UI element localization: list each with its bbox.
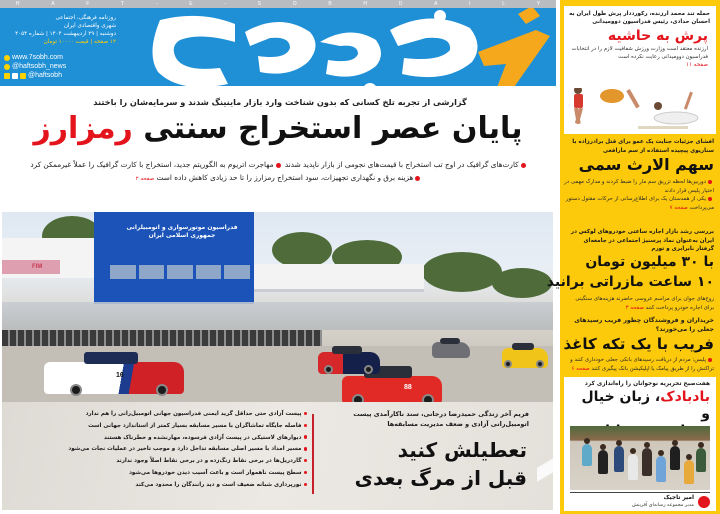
race-car-white (44, 362, 184, 394)
bullet-dot (304, 471, 308, 475)
strip-letter: O (292, 1, 297, 7)
author-name: امیر تاجیک (663, 495, 694, 501)
author-byline (570, 492, 710, 510)
paper-description: روزنامه فرهنگی، اجتماعی (55, 15, 116, 21)
racing-bullet: فاصله جایگاه تماشاگران با مسیر مسابقه بسیار کمتر از استاندارد جهانی است (88, 422, 302, 429)
bullet-dot (276, 163, 281, 168)
grandstand-right (254, 264, 424, 292)
sidebar-column (546, 0, 720, 514)
luxury-summary-text: زوج‌های جوان برای مراسم عروسی حاضرند هزینه‌های سنگینی برای اجاره خودرو پرداخت کنند (575, 296, 714, 311)
strip-letter: - (155, 1, 158, 7)
crime-kicker: افشای جزئیات جنایت یک عمو برای قتل برادرزاده با سناریوی پیچیده استفاده از سم مارافعی (572, 139, 714, 154)
lead-bullet: هزینه برق و نگهداری تجهیزات، سود استخراج رمزارز را تا حد زیادی کاهش داده است (156, 173, 414, 182)
racing-title-line: قبل از مرگ بعدی (354, 466, 527, 490)
tree (272, 232, 332, 268)
bullet-dot (304, 447, 308, 451)
masthead-social (4, 53, 66, 80)
haftsobh-logo (140, 8, 556, 86)
race-car-red (342, 376, 442, 402)
strip-letter: S (257, 1, 262, 7)
social-handle[interactable]: @haftsobh (28, 72, 62, 79)
author-role: مدیر مجموعه رسانه‌ای آفرینش (632, 503, 694, 508)
tower-sign-line: فدراسیون موتورسواری و اتومبیلرانی (126, 224, 238, 231)
page-reference[interactable]: صفحه ۲ (135, 176, 155, 182)
fraud-title[interactable]: فریب با یک تکه کاغذ (563, 335, 714, 353)
strip-letter: D (398, 1, 403, 7)
sports-kicker: حمله تند محمد ارزنده، رکورددار پرش طول ایران به احسان حدادی، رئیس فدراسیون دوومیدانی (569, 11, 710, 25)
page-reference[interactable]: صفحه ۳ (625, 304, 644, 311)
bullet-dot (304, 459, 308, 463)
luxury-title-line: ۱۰ ساعت مازراتی برانید (546, 274, 714, 290)
lead-bullet: مهاجرت اتریوم به الگوریتم جدید، استخراج با کارت گرافیک را عملاً غیرممکن کرد (30, 160, 274, 169)
telegram-icon (4, 64, 10, 70)
race-car-grey (432, 342, 470, 358)
track-stripe (537, 432, 553, 510)
tower-signage (122, 224, 242, 240)
lead-story-bullets (4, 158, 554, 186)
fraud-kicker: خریداران و فروشندگان چطور فریب رسیدهای جعلی را می‌خورند؟ (574, 317, 714, 333)
crime-bullet: یکی از همدستان یک برای اطلاع‌رسانی از حرکات مقتول دستور می‌پرداخت (565, 196, 714, 211)
page-reference[interactable]: صفحه ۶ (571, 365, 590, 372)
strip-letter: A (51, 1, 55, 7)
telegram-handle[interactable]: @haftsobh_news (12, 63, 67, 70)
youtube-icon (4, 73, 10, 79)
athletes-photo (564, 88, 716, 134)
racing-bullet: گاردریل‌ها در برخی نقاط زنگ‌زده و در برخی نقاط اصلاً وجود ندارند (116, 458, 302, 465)
car-number: 88 (404, 384, 412, 391)
luxury-cars-title[interactable] (546, 252, 714, 292)
bullet-dot (304, 435, 308, 439)
headline-highlight: رمزارز (33, 111, 133, 146)
paper-description-2: شهری واقتصادی ایران (63, 23, 116, 29)
lead-bullet-row-2 (4, 171, 554, 186)
racing-story (2, 402, 553, 510)
teens-kicker: هفت‌صبح تحریریه نوجوانان را راه‌اندازی کرد (584, 381, 710, 387)
tyre-wall (2, 330, 322, 346)
tower-windows (110, 265, 250, 279)
crime-bullets (564, 178, 714, 212)
tree (422, 252, 502, 292)
bullet-dot (304, 412, 308, 416)
racing-bullet: پیست آزادی حتی حداقل گرید ایمنی فدراسیون جهانی اتومبیل‌رانی را هم ندارد (85, 411, 302, 417)
strip-letter: - (224, 1, 226, 7)
author-logo-icon (698, 496, 710, 508)
bullet-dot (304, 424, 308, 428)
issue-date-number: دوشنبه | ۲۹ اردیبهشت ۱۴۰۴ | شماره ۴۰۵۴ (15, 31, 116, 37)
racing-story-bullets (62, 409, 308, 492)
lead-bullet: کارت‌های گرافیک در اوج تب استخراج با قیمت‌های نجومی از بازار ناپدید شدند (284, 160, 519, 169)
racing-bullet: مسیر امداد با مسیر اصلی مسابقه تداخل دارد و موجب تاخیر در عملیات نجات می‌شود (68, 446, 302, 453)
x-icon (12, 73, 18, 79)
teens-title-highlight: بادبادک (660, 389, 710, 405)
strip-letter: I (469, 1, 471, 7)
car-number: 16 (116, 372, 124, 379)
sports-story[interactable] (564, 6, 716, 134)
masthead-letter-strip (0, 0, 556, 8)
bullet-dot (415, 176, 420, 181)
bullet-dot (304, 483, 308, 487)
strip-letter: F (86, 1, 90, 7)
strip-letter: Y (536, 1, 541, 7)
crime-bullet: دوربین‌ها لحظه تزریق سم مار را ضبط کردند و مدارک مهمی در اختیار پلیس قرار دادند (564, 179, 714, 194)
race-track-photo (2, 212, 553, 402)
strip-letter: A (434, 1, 438, 7)
instagram-icon (20, 73, 26, 79)
bullet-dot (708, 197, 712, 201)
column-divider (312, 414, 314, 494)
race-car-yellow (502, 348, 548, 368)
lead-story-kicker: گزارشی از تجربه تلخ کسانی که بدون شناخت وارد بازار ماینینگ شدند و سرمایه‌شان را باختند (93, 97, 467, 107)
racing-title-line: تعطیلش کنید (397, 438, 527, 462)
fim-banner: FIM (2, 260, 60, 274)
race-car-navy (318, 352, 380, 374)
bullet-dot (708, 358, 712, 362)
crime-title[interactable]: سهم الارث سمی (578, 155, 714, 174)
racing-story-kicker: فریم آخر زندگی حمیدرضا درجانی، سند ناکارآمدی پیست اتومبیل‌رانی آزادی و ضعف مدیریت مسابقه‌ها (353, 410, 529, 428)
fraud-summary-text: پلیس: مردم از دریافت رسیدهای بانکی جعلی خودداری کنند و تراکنش را از طریق پیامک یا اپلیکیشن بانک پیگیری کنند (570, 357, 714, 372)
luxury-cars-kicker: بررسی رشد بازار اجاره ساعتی خودروهای لوکس در ایران به‌عنوان نماد پرسنیژ اجتماعی در جامعه‌ای گرفتار نابرابری و تورم (570, 229, 714, 252)
racing-bullet: نورپردازی شبانه ضعیف است و دید رانندگان را محدود می‌کند (135, 481, 302, 488)
fraud-summary (564, 356, 714, 373)
racing-story-title[interactable] (317, 436, 527, 492)
masthead (0, 8, 556, 86)
tree (492, 268, 552, 298)
bullet-dot (708, 180, 712, 184)
lead-bullet-row-1 (4, 158, 554, 171)
bullet-dot (521, 163, 526, 168)
spectator-fence (2, 302, 553, 330)
strip-letter: L (502, 1, 506, 7)
luxury-cars-summary (564, 295, 714, 312)
racing-bullet: دیوارهای لاستیکی در پیست آزادی فرسوده، مهارنشده و خطرناک هستند (103, 434, 302, 441)
website-link[interactable]: www.7sobh.com (12, 54, 63, 61)
headline-main: پایان عصر استخراج سنتی (143, 111, 523, 146)
strip-letter: T (121, 1, 125, 7)
luxury-title-line: با ۳۰ میلیون تومان (585, 254, 714, 270)
racing-bullet: سطح پیست ناهموار است و باعث آسیب دیدن خودروها می‌شود (129, 469, 302, 476)
page-count-price: ۱۲ صفحه | قیمت ۱۰۰۰۰ تومان (43, 39, 116, 45)
strip-letter: H (15, 1, 20, 7)
teens-story[interactable] (564, 377, 716, 511)
strip-letter: H (363, 1, 368, 7)
lead-story-headline[interactable] (0, 108, 556, 150)
teens-group-photo (570, 426, 710, 490)
tower-sign-line: جمهوری اسلامی ایران (148, 232, 216, 239)
strip-letter: B (328, 1, 332, 7)
sports-title: پرش به حاشیه (607, 28, 708, 44)
page-reference[interactable]: صفحه ۷ (669, 204, 688, 211)
masthead-info (6, 14, 116, 46)
globe-icon (4, 55, 10, 61)
sports-summary: ارزنده معتقد است وزارت ورزش شفافیت لازم را در انتخابات فدراسیون دوومیدانی رعایت نکرده است (571, 46, 708, 60)
teens-title-text: ، زبان خیال و (581, 389, 710, 422)
strip-letter: E (189, 1, 193, 7)
page-reference[interactable]: صفحه ۱۱ (686, 62, 708, 68)
